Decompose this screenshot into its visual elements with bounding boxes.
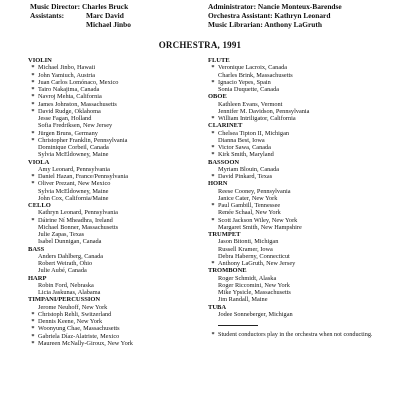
assistants-label: Assistants:	[30, 11, 65, 20]
member-name: Margaret Smith, New Hampshire	[218, 223, 302, 231]
member-row	[208, 151, 398, 158]
member-row	[208, 166, 398, 173]
member-name: Kathleen Evans, Vermont	[218, 100, 283, 108]
student-conductor-marker: *	[31, 310, 35, 318]
student-conductor-marker: *	[31, 107, 35, 115]
member-name: John Yamiuch, Austria	[38, 71, 96, 79]
member-name: Dominique Corbeil, Canada	[38, 144, 109, 151]
member-name: Reese Cooney, Pennsylvania	[218, 187, 291, 195]
student-conductor-marker: *	[211, 115, 215, 122]
member-name: Michael Bonner, Massachusetts	[38, 223, 119, 231]
member-name: Christoph Rehli, Switzerland	[38, 310, 112, 318]
member-row	[28, 79, 200, 86]
student-conductor-marker: *	[31, 64, 35, 72]
member-name: Daniel Hazan, France/Pennsylvania	[38, 173, 129, 180]
member-name: Sylvia McEldowney, Maine	[38, 151, 109, 159]
section-heading: FLUTE	[208, 57, 230, 64]
student-conductor-marker: *	[31, 180, 35, 188]
member-row	[28, 101, 200, 108]
staff-credits-right	[208, 2, 342, 29]
assistant-name: Michael Jinbo	[86, 20, 131, 29]
instrument-section	[208, 231, 398, 267]
member-row	[208, 137, 398, 144]
section-heading: TRUMPET	[208, 231, 241, 238]
member-row	[28, 333, 200, 340]
member-name: Licia Jaskunas, Alabama	[38, 289, 101, 296]
instrument-section	[28, 246, 200, 275]
member-row	[28, 86, 200, 93]
member-name: Paul Gambill, Tennessee	[218, 202, 281, 209]
member-name: Sofia Fredriksen, New Jersey	[38, 122, 113, 130]
member-row	[208, 246, 398, 253]
member-row	[208, 202, 398, 209]
member-name: Juan Carlos Lomónaco, Mexico	[38, 78, 119, 86]
member-row	[28, 224, 200, 231]
student-conductor-marker: *	[211, 78, 215, 86]
section-heading: HARP	[28, 274, 47, 282]
section-heading: HORN	[208, 180, 228, 188]
instrument-section	[208, 304, 398, 319]
student-conductor-marker: *	[211, 144, 215, 151]
member-row	[28, 340, 200, 347]
instrument-section	[208, 180, 398, 231]
instrument-section	[208, 79, 398, 94]
member-row	[28, 311, 200, 318]
member-name: Jason Bitonti, Michigan	[218, 238, 279, 246]
orchestra-assistant-row	[208, 11, 342, 20]
member-row	[208, 72, 398, 79]
section-heading: OBOE	[208, 93, 227, 101]
member-row	[208, 217, 398, 224]
administrator-text: Administrator: Nancie Monteux-Barendse	[208, 2, 342, 11]
member-name: Renée Schaal, New York	[218, 209, 281, 217]
member-row	[28, 108, 200, 115]
member-row	[208, 130, 398, 137]
section-heading: BASSOON	[208, 158, 240, 166]
assistants-spacer	[30, 20, 86, 29]
footnote-marker: *	[211, 331, 215, 338]
member-row	[208, 209, 398, 216]
member-name: Chelsea Tipton II, Michigan	[218, 129, 290, 137]
student-conductor-marker: *	[211, 64, 215, 72]
member-row	[28, 72, 200, 79]
staff-credits-left	[30, 2, 131, 29]
student-conductor-marker: *	[31, 129, 35, 137]
student-conductor-marker: *	[31, 318, 35, 325]
student-conductor-marker: *	[31, 93, 35, 101]
member-name: Julie Aubé, Canada	[38, 267, 87, 275]
footnote-divider	[218, 325, 258, 326]
instrument-section	[28, 275, 200, 297]
member-row	[28, 231, 200, 238]
member-name: Sylvia McEldowney, Maine	[38, 187, 109, 195]
student-conductor-marker: *	[31, 86, 35, 93]
member-name: Julie Zapas, Texas	[38, 231, 85, 238]
student-conductor-marker: *	[31, 216, 35, 224]
member-name: Amy Leonard, Pennsylvania	[38, 165, 110, 173]
member-name: Christopher Franklin, Pennsylvania	[38, 136, 128, 144]
member-row	[28, 151, 200, 158]
member-row	[208, 289, 398, 296]
instrument-section	[28, 159, 200, 203]
section-heading: TIMPANI/PERCUSSION	[28, 296, 101, 304]
student-conductor-marker: *	[31, 71, 35, 79]
member-name: Roger Riccomini, New York	[218, 281, 290, 289]
member-name: Anders Dahlberg, Canada	[38, 252, 104, 260]
member-row	[208, 101, 398, 108]
member-name: Ignacio Yepes, Spain	[218, 78, 271, 86]
member-name: Scott Jackson Wiley, New York	[218, 216, 298, 224]
student-conductor-marker: *	[31, 325, 35, 333]
member-row	[28, 304, 200, 311]
member-name: Gabriela Díaz-Alatriste, Mexico	[38, 332, 120, 340]
member-name: Jodee Sonneberger, Michigan	[218, 310, 293, 318]
member-row	[208, 173, 398, 180]
member-row	[208, 224, 398, 231]
member-row	[28, 318, 200, 325]
student-conductor-marker: *	[211, 129, 215, 137]
member-name: Jennifer M. Davidson, Pennsylvania	[218, 107, 310, 115]
section-heading: BASS	[28, 245, 45, 253]
member-row	[208, 64, 398, 71]
member-row	[208, 311, 398, 318]
student-conductor-marker: *	[211, 173, 215, 180]
student-conductor-marker: *	[31, 100, 35, 108]
instrument-section	[208, 267, 398, 303]
member-name: Sonia Duquette, Canada	[218, 86, 280, 93]
student-conductor-marker: *	[211, 216, 215, 224]
member-row	[28, 195, 200, 202]
member-name: Dianna Best, Iowa	[218, 136, 265, 144]
instrument-section	[208, 93, 398, 122]
student-conductor-marker: *	[31, 136, 35, 144]
member-row	[28, 188, 200, 195]
member-name: Robert Weirath, Ohio	[38, 260, 93, 267]
instrument-section	[208, 122, 398, 158]
member-row	[208, 115, 398, 122]
member-row	[28, 209, 200, 216]
member-name: Janice Cater, New York	[218, 194, 278, 202]
member-row	[28, 122, 200, 129]
member-row	[28, 166, 200, 173]
member-name: Tairo Nakajima, Canada	[38, 86, 100, 93]
member-name: Jim Randall, Maine	[218, 296, 268, 304]
member-row	[28, 253, 200, 260]
member-name: Mike Ypsicle, Massachusetts	[218, 289, 291, 296]
member-name: Dáirine Ní Mheadhra, Ireland	[38, 216, 113, 224]
music-director-row	[30, 2, 131, 11]
instrument-section	[28, 296, 200, 347]
member-row	[208, 108, 398, 115]
section-heading: CLARINET	[208, 122, 243, 130]
assistants-row-2	[30, 20, 131, 29]
member-row	[28, 93, 200, 100]
student-conductor-marker: *	[31, 78, 35, 86]
section-heading: CELLO	[28, 202, 51, 209]
student-conductor-marker: *	[31, 332, 35, 340]
member-row	[28, 282, 200, 289]
member-row	[208, 144, 398, 151]
member-name: Jesse Fagan, Holland	[38, 115, 92, 122]
assistants-row	[30, 11, 131, 20]
member-row	[28, 325, 200, 332]
member-name: David Pinkard, Texas	[218, 173, 273, 180]
member-row	[208, 238, 398, 245]
member-name: Robin Ford, Nebraska	[38, 281, 94, 289]
member-name: Veronique Lacroix, Canada	[218, 64, 288, 72]
member-name: Dennis Keene, New York	[38, 318, 103, 325]
section-heading: VIOLIN	[28, 57, 52, 64]
member-name: Myriam Blouin, Canada	[218, 165, 280, 173]
instrument-section	[28, 57, 200, 159]
member-name: James Johnston, Massachusetts	[38, 100, 117, 108]
member-name: Navroj Mehta, California	[38, 93, 102, 101]
member-name: Michael Jinbo, Hawaii	[38, 64, 96, 72]
student-conductor-marker: *	[211, 202, 215, 209]
member-name: Anthony LaGruth, New Jersey	[218, 260, 296, 267]
member-row	[208, 253, 398, 260]
member-name: Maureen McNally-Giroux, New York	[38, 339, 133, 347]
member-name: Victor Sawa, Canada	[218, 144, 271, 151]
member-row	[28, 267, 200, 274]
member-name: John Cox, California/Maine	[38, 194, 109, 202]
member-name: Kirk Smith, Maryland	[218, 151, 274, 159]
member-name: Charles Brink, Massachusetts	[218, 71, 293, 79]
member-name: Woonyung Chae, Massachusetts	[38, 325, 120, 333]
member-row	[208, 195, 398, 202]
music-director-text: Music Director: Charles Bruck	[30, 2, 129, 11]
member-row	[28, 217, 200, 224]
footnote	[208, 331, 398, 338]
member-name: Kathryn Leonard, Pennsylvania	[38, 209, 118, 217]
member-row	[28, 130, 200, 137]
member-name: David Rudge, Oklahoma	[38, 107, 101, 115]
section-heading: TROMBONE	[208, 267, 247, 275]
roster-column-left	[28, 57, 200, 347]
assistant-name: Marc David	[86, 11, 124, 20]
instrument-section	[28, 202, 200, 246]
member-name: Jerome Neuhoff, New York	[38, 303, 108, 311]
student-conductor-marker: *	[31, 173, 35, 180]
member-row	[28, 144, 200, 151]
member-name: Debra Haberny, Connecticut	[218, 252, 290, 260]
member-row	[28, 180, 200, 187]
member-row	[208, 188, 398, 195]
member-name: Isabel Dunnigan, Canada	[38, 238, 102, 246]
section-heading: VIOLA	[28, 158, 50, 166]
member-row	[208, 296, 398, 303]
instrument-section	[208, 159, 398, 181]
orchestra-assistant-text: Orchestra Assistant: Kathryn Leonard	[208, 11, 331, 20]
administrator-row	[208, 2, 342, 11]
member-row	[28, 115, 200, 122]
member-row	[28, 260, 200, 267]
student-conductor-marker: *	[211, 260, 215, 267]
student-conductor-marker: *	[31, 339, 35, 347]
instrument-section	[208, 57, 398, 79]
member-name: Roger Schmidt, Alaska	[218, 274, 277, 282]
member-name: Jürgen Bruns, Germany	[38, 129, 98, 137]
member-row	[208, 79, 398, 86]
member-row	[28, 64, 200, 71]
roster-column-right	[208, 57, 398, 338]
member-row	[28, 238, 200, 245]
member-row	[208, 86, 398, 93]
member-row	[28, 173, 200, 180]
section-heading: TUBA	[208, 303, 227, 311]
member-name: Oliver Prezant, New Mexico	[38, 180, 111, 188]
member-row	[28, 289, 200, 296]
member-name: William Intriligator, California	[218, 115, 296, 122]
footnote-text: Student conductors play in the orchestra when not conducting.	[218, 331, 373, 338]
student-conductor-marker: *	[211, 151, 215, 159]
member-name: Russell Kramer, Iowa	[218, 245, 273, 253]
member-row	[208, 260, 398, 267]
member-row	[28, 137, 200, 144]
music-librarian-text: Music Librarian: Anthony LaGruth	[208, 20, 322, 29]
member-row	[208, 275, 398, 282]
member-row	[208, 282, 398, 289]
page-title: ORCHESTRA, 1991	[158, 40, 242, 50]
music-librarian-row	[208, 20, 342, 29]
